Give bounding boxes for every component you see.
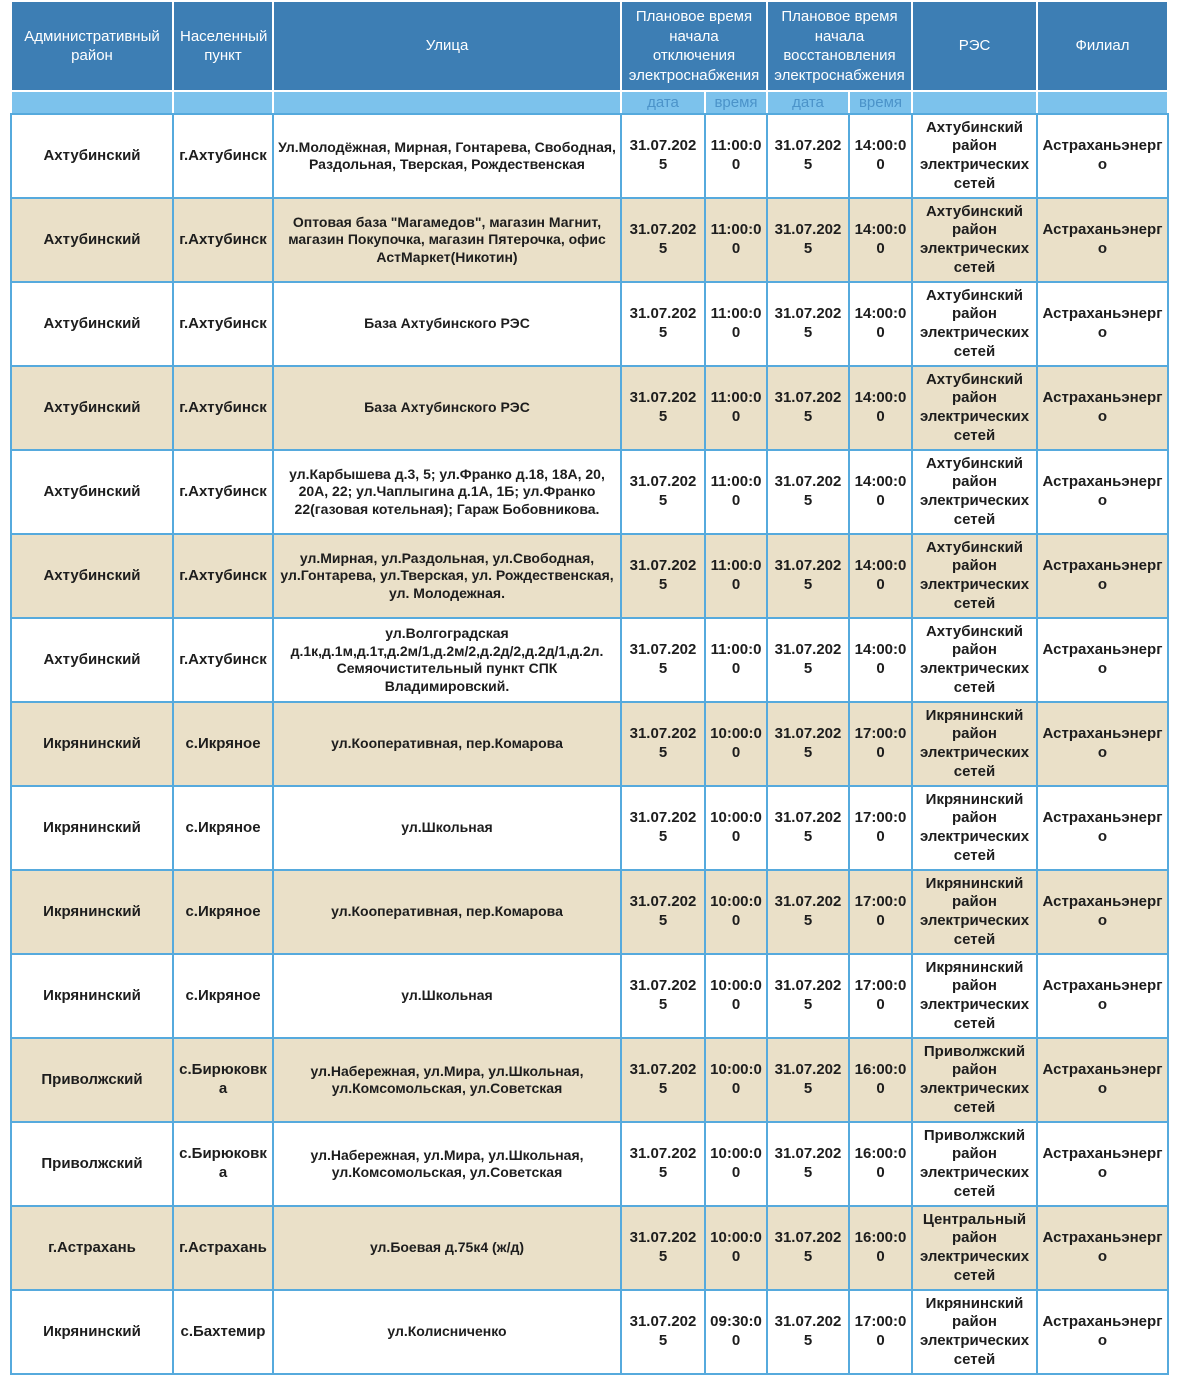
cell-outage-date: 31.07.2025 [621, 1122, 705, 1206]
cell-outage-time: 10:00:00 [705, 954, 767, 1038]
cell-district: Ахтубинский [11, 198, 173, 282]
cell-branch: Астраханьэнерго [1037, 1290, 1168, 1374]
cell-restore-time: 14:00:00 [849, 366, 912, 450]
cell-branch: Астраханьэнерго [1037, 114, 1168, 198]
cell-outage-time: 09:30:00 [705, 1290, 767, 1374]
cell-street: ул.Волгоградская д.1к,д.1м,д.1т,д.2м/1,д.2м/2,д.2д/2,д.2д/1,д.2л. Семяочистительный пункт СПК Владимировский. [273, 618, 621, 702]
cell-outage-time: 10:00:00 [705, 1122, 767, 1206]
table-row [11, 786, 1168, 870]
header-outage-start: Плановое время начала отключения электроснабжения [621, 1, 767, 91]
cell-district: Ахтубинский [11, 282, 173, 366]
cell-outage-date: 31.07.2025 [621, 702, 705, 786]
table-row [11, 954, 1168, 1038]
cell-restore-time: 14:00:00 [849, 450, 912, 534]
cell-res: Икрянинский район электрических сетей [912, 786, 1037, 870]
cell-district: г.Астрахань [11, 1206, 173, 1290]
cell-street: База Ахтубинского РЭС [273, 282, 621, 366]
cell-outage-time: 11:00:00 [705, 198, 767, 282]
cell-outage-time: 11:00:00 [705, 450, 767, 534]
table-row [11, 198, 1168, 282]
cell-branch: Астраханьэнерго [1037, 702, 1168, 786]
cell-res: Икрянинский район электрических сетей [912, 702, 1037, 786]
table-row [11, 534, 1168, 618]
cell-restore-date: 31.07.2025 [767, 534, 849, 618]
subheader-on-date: дата [767, 91, 849, 114]
cell-settlement: г.Ахтубинск [173, 282, 273, 366]
subheader-district-empty [11, 91, 173, 114]
cell-outage-date: 31.07.2025 [621, 1290, 705, 1374]
table-row [11, 450, 1168, 534]
cell-branch: Астраханьэнерго [1037, 534, 1168, 618]
cell-restore-time: 14:00:00 [849, 114, 912, 198]
cell-res: Ахтубинский район электрических сетей [912, 282, 1037, 366]
table-row [11, 702, 1168, 786]
cell-branch: Астраханьэнерго [1037, 1122, 1168, 1206]
outage-schedule-table [10, 0, 1169, 1375]
cell-outage-date: 31.07.2025 [621, 534, 705, 618]
subheader-off-time: время [705, 91, 767, 114]
cell-restore-time: 14:00:00 [849, 198, 912, 282]
cell-res: Ахтубинский район электрических сетей [912, 198, 1037, 282]
cell-district: Ахтубинский [11, 366, 173, 450]
cell-restore-date: 31.07.2025 [767, 366, 849, 450]
cell-district: Икрянинский [11, 786, 173, 870]
cell-res: Центральный район электрических сетей [912, 1206, 1037, 1290]
cell-street: Оптовая база "Магамедов", магазин Магнит, магазин Покупочка, магазин Пятерочка, офис АстМаркет(Никотин) [273, 198, 621, 282]
cell-outage-date: 31.07.2025 [621, 1206, 705, 1290]
cell-res: Ахтубинский район электрических сетей [912, 114, 1037, 198]
cell-res: Ахтубинский район электрических сетей [912, 534, 1037, 618]
cell-settlement: г.Ахтубинск [173, 198, 273, 282]
cell-restore-date: 31.07.2025 [767, 786, 849, 870]
cell-restore-date: 31.07.2025 [767, 1038, 849, 1122]
subheader-on-time: время [849, 91, 912, 114]
header-street: Улица [273, 1, 621, 91]
table-row [11, 282, 1168, 366]
cell-outage-date: 31.07.2025 [621, 366, 705, 450]
cell-settlement: г.Ахтубинск [173, 114, 273, 198]
cell-branch: Астраханьэнерго [1037, 198, 1168, 282]
cell-branch: Астраханьэнерго [1037, 618, 1168, 702]
cell-street: ул.Кооперативная, пер.Комарова [273, 870, 621, 954]
cell-settlement: г.Ахтубинск [173, 618, 273, 702]
cell-street: ул.Боевая д.75к4 (ж/д) [273, 1206, 621, 1290]
cell-settlement: г.Астрахань [173, 1206, 273, 1290]
cell-settlement: г.Ахтубинск [173, 450, 273, 534]
cell-res: Ахтубинский район электрических сетей [912, 450, 1037, 534]
cell-outage-time: 10:00:00 [705, 1038, 767, 1122]
table-row [11, 1290, 1168, 1374]
cell-restore-date: 31.07.2025 [767, 1122, 849, 1206]
cell-settlement: с.Бахтемир [173, 1290, 273, 1374]
cell-restore-date: 31.07.2025 [767, 450, 849, 534]
cell-street: ул.Колисниченко [273, 1290, 621, 1374]
table-row [11, 1122, 1168, 1206]
table-row [11, 114, 1168, 198]
cell-outage-date: 31.07.2025 [621, 618, 705, 702]
cell-district: Икрянинский [11, 702, 173, 786]
cell-branch: Астраханьэнерго [1037, 954, 1168, 1038]
cell-branch: Астраханьэнерго [1037, 1038, 1168, 1122]
header-branch: Филиал [1037, 1, 1168, 91]
cell-outage-date: 31.07.2025 [621, 450, 705, 534]
table-row [11, 870, 1168, 954]
cell-restore-time: 17:00:00 [849, 1290, 912, 1374]
cell-res: Приволжский район электрических сетей [912, 1122, 1037, 1206]
cell-outage-time: 11:00:00 [705, 534, 767, 618]
cell-branch: Астраханьэнерго [1037, 450, 1168, 534]
cell-restore-date: 31.07.2025 [767, 618, 849, 702]
cell-outage-time: 11:00:00 [705, 618, 767, 702]
cell-outage-time: 10:00:00 [705, 786, 767, 870]
subheader-street-empty [273, 91, 621, 114]
header-res: РЭС [912, 1, 1037, 91]
cell-restore-date: 31.07.2025 [767, 954, 849, 1038]
cell-restore-date: 31.07.2025 [767, 114, 849, 198]
cell-district: Ахтубинский [11, 618, 173, 702]
cell-restore-date: 31.07.2025 [767, 1290, 849, 1374]
subheader-row [11, 91, 1168, 114]
subheader-branch-empty [1037, 91, 1168, 114]
cell-street: ул.Школьная [273, 954, 621, 1038]
cell-outage-date: 31.07.2025 [621, 282, 705, 366]
cell-res: Ахтубинский район электрических сетей [912, 618, 1037, 702]
subheader-settlement-empty [173, 91, 273, 114]
cell-settlement: с.Икряное [173, 870, 273, 954]
cell-branch: Астраханьэнерго [1037, 870, 1168, 954]
table-row [11, 366, 1168, 450]
cell-district: Ахтубинский [11, 450, 173, 534]
cell-branch: Астраханьэнерго [1037, 366, 1168, 450]
cell-res: Икрянинский район электрических сетей [912, 954, 1037, 1038]
cell-res: Приволжский район электрических сетей [912, 1038, 1037, 1122]
cell-outage-time: 10:00:00 [705, 1206, 767, 1290]
header-settlement: Населенный пункт [173, 1, 273, 91]
cell-restore-time: 16:00:00 [849, 1038, 912, 1122]
cell-restore-date: 31.07.2025 [767, 870, 849, 954]
cell-district: Приволжский [11, 1038, 173, 1122]
cell-settlement: с.Икряное [173, 702, 273, 786]
cell-restore-time: 14:00:00 [849, 282, 912, 366]
cell-district: Ахтубинский [11, 114, 173, 198]
cell-restore-time: 14:00:00 [849, 534, 912, 618]
cell-outage-date: 31.07.2025 [621, 954, 705, 1038]
header-row [11, 1, 1168, 91]
cell-outage-date: 31.07.2025 [621, 870, 705, 954]
cell-restore-time: 14:00:00 [849, 618, 912, 702]
table-body [11, 114, 1168, 1374]
cell-restore-time: 17:00:00 [849, 870, 912, 954]
cell-outage-time: 11:00:00 [705, 366, 767, 450]
table-row [11, 618, 1168, 702]
table-row [11, 1206, 1168, 1290]
cell-outage-time: 10:00:00 [705, 870, 767, 954]
cell-res: Икрянинский район электрических сетей [912, 870, 1037, 954]
cell-restore-time: 17:00:00 [849, 954, 912, 1038]
cell-outage-date: 31.07.2025 [621, 786, 705, 870]
header-district: Административный район [11, 1, 173, 91]
table-row [11, 1038, 1168, 1122]
cell-restore-date: 31.07.2025 [767, 702, 849, 786]
cell-restore-time: 17:00:00 [849, 702, 912, 786]
cell-street: ул.Школьная [273, 786, 621, 870]
subheader-off-date: дата [621, 91, 705, 114]
cell-outage-time: 10:00:00 [705, 702, 767, 786]
cell-street: Ул.Молодёжная, Мирная, Гонтарева, Свободная, Раздольная, Тверская, Рождественская [273, 114, 621, 198]
table-header [11, 1, 1168, 114]
cell-settlement: с.Икряное [173, 786, 273, 870]
cell-outage-time: 11:00:00 [705, 114, 767, 198]
cell-district: Икрянинский [11, 954, 173, 1038]
cell-restore-date: 31.07.2025 [767, 282, 849, 366]
cell-branch: Астраханьэнерго [1037, 1206, 1168, 1290]
cell-outage-date: 31.07.2025 [621, 114, 705, 198]
cell-street: ул.Карбышева д.3, 5; ул.Франко д.18, 18А, 20, 20А, 22; ул.Чаплыгина д.1А, 1Б; ул.Франко 22(газовая котельная); Гараж Бобовникова. [273, 450, 621, 534]
cell-outage-date: 31.07.2025 [621, 1038, 705, 1122]
cell-district: Ахтубинский [11, 534, 173, 618]
cell-district: Приволжский [11, 1122, 173, 1206]
cell-street: ул.Мирная, ул.Раздольная, ул.Свободная, ул.Гонтарева, ул.Тверская, ул. Рождественская, ул. Молодежная. [273, 534, 621, 618]
cell-settlement: г.Ахтубинск [173, 534, 273, 618]
cell-res: Ахтубинский район электрических сетей [912, 366, 1037, 450]
cell-settlement: с.Икряное [173, 954, 273, 1038]
cell-restore-time: 16:00:00 [849, 1122, 912, 1206]
cell-settlement: с.Бирюковка [173, 1122, 273, 1206]
cell-outage-date: 31.07.2025 [621, 198, 705, 282]
cell-district: Икрянинский [11, 1290, 173, 1374]
cell-street: ул.Набережная, ул.Мира, ул.Школьная, ул.Комсомольская, ул.Советская [273, 1038, 621, 1122]
cell-restore-date: 31.07.2025 [767, 198, 849, 282]
cell-street: ул.Кооперативная, пер.Комарова [273, 702, 621, 786]
cell-street: База Ахтубинского РЭС [273, 366, 621, 450]
cell-restore-time: 17:00:00 [849, 786, 912, 870]
cell-outage-time: 11:00:00 [705, 282, 767, 366]
cell-district: Икрянинский [11, 870, 173, 954]
cell-settlement: г.Ахтубинск [173, 366, 273, 450]
cell-restore-time: 16:00:00 [849, 1206, 912, 1290]
cell-settlement: с.Бирюковка [173, 1038, 273, 1122]
subheader-res-empty [912, 91, 1037, 114]
cell-restore-date: 31.07.2025 [767, 1206, 849, 1290]
header-restore-start: Плановое время начала восстановления электроснабжения [767, 1, 912, 91]
cell-street: ул.Набережная, ул.Мира, ул.Школьная, ул.Комсомольская, ул.Советская [273, 1122, 621, 1206]
cell-branch: Астраханьэнерго [1037, 282, 1168, 366]
cell-branch: Астраханьэнерго [1037, 786, 1168, 870]
cell-res: Икрянинский район электрических сетей [912, 1290, 1037, 1374]
